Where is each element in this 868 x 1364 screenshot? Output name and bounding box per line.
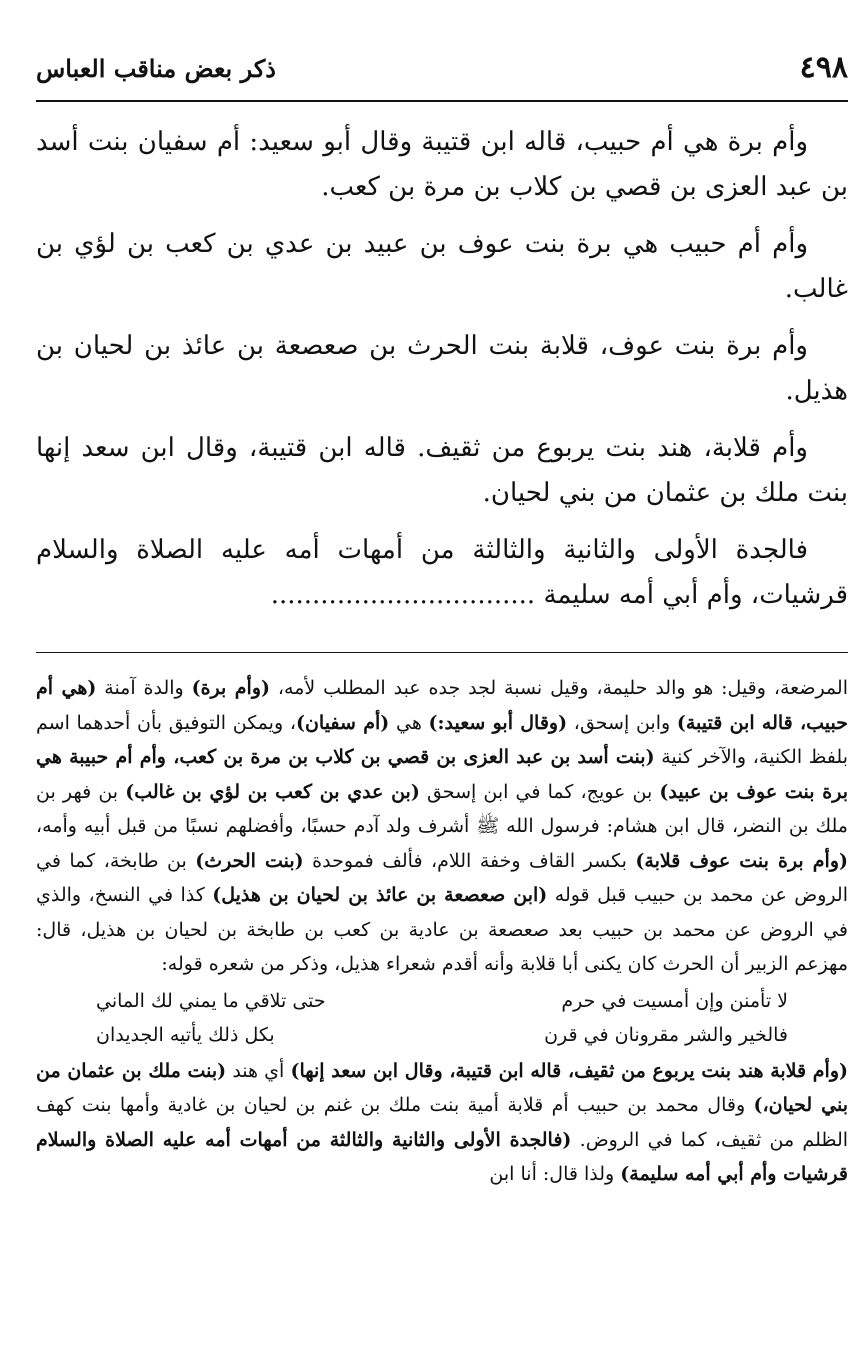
- bold-quoted-segment: (وأم برة بنت عوف قلابة): [635, 849, 848, 872]
- ellipsis-dots: ................................: [270, 580, 536, 610]
- main-paragraph: وأم برة بنت عوف، قلابة بنت الحرث بن صعصعة بن عائذ بن لحيان بن هذيل.: [36, 331, 848, 406]
- main-text: [36, 120, 848, 618]
- commentary-segment: بكسر القاف وخفة اللام، فألف فموحدة: [303, 849, 636, 872]
- bold-quoted-segment: (بنت ملك بن عثمان من بني لحيان،): [36, 1059, 849, 1116]
- verse-first-hemistich: لا تأمنن وإن أمسيت في حرم: [561, 989, 788, 1012]
- bold-quoted-segment: (وأم قلابة هند بنت يربوع من ثقيف، قاله ابن قتيبة، وقال ابن سعد إنها): [290, 1059, 849, 1082]
- bold-quoted-segment: (بنت أسد بن عبد العزى بن قصي بن كلاب بن مرة بن كعب، وأم أم حبيبة هي برة بنت عوف بن عبيد): [36, 746, 848, 803]
- commentary-segment: ، ويمكن التوفيق بأن أحدهما اسم بلفظ الكنية، والآخر كنية: [36, 711, 848, 768]
- poem: [96, 984, 788, 1052]
- commentary-segment: والدة آمنة: [96, 677, 192, 699]
- poem-verse: [96, 984, 788, 1018]
- header-rule: [36, 100, 848, 102]
- main-paragraph: وأم برة هي أم حبيب، قاله ابن قتيبة وقال أبو سعيد: أم سفيان بنت أسد بن عبد العزى بن قصي بن كلاب بن مرة بن كعب.: [36, 127, 848, 202]
- commentary-paragraph: [36, 671, 848, 982]
- commentary-paragraph: [36, 1054, 848, 1192]
- bold-quoted-segment: (ابن صعصعة بن عائذ بن لحيان بن هذيل): [212, 884, 548, 906]
- bold-quoted-segment: (هي أم حبيب، قاله ابن قتيبة): [36, 677, 849, 734]
- commentary-rule: [36, 652, 848, 653]
- bold-quoted-segment: (بنت الحرث): [195, 849, 304, 872]
- commentary-segment: هي: [389, 711, 429, 734]
- commentary: [36, 671, 848, 1192]
- bold-quoted-segment: (بن عدي بن كعب بن لؤي بن غالب): [125, 780, 420, 803]
- commentary-segment: كذا في النسخ، والذي في الروض عن محمد بن حبيب بعد صعصعة بن عادية بن كعب بن طابخة بن لحيان بن هذيل، قال: مهزعم الزبير أن الحرث كان يكنى أبا قلابة وأنه أقدم شعراء هذيل، وذكر من شعره قوله:: [36, 884, 848, 975]
- main-paragraph-last: [36, 528, 848, 618]
- bold-quoted-segment: (أم سفيان): [295, 711, 390, 734]
- commentary-segment: بن فهر بن ملك بن النضر، قال ابن هشام: فرسول الله ﷺ أشرف ولد آدم حسبًا، وأفضلهم نسبًا من قبل أبيه وأمه،: [36, 780, 848, 837]
- commentary-segment: أي هند: [226, 1059, 291, 1082]
- poem-verse: [96, 1018, 788, 1052]
- commentary-segment: وقال محمد بن حبيب أم قلابة أمية بنت ملك بن غنم بن لحيان بن غادية وأمها بنت كهف الظلم من ثقيف، كما في الروض.: [36, 1094, 849, 1151]
- verse-second-hemistich: بكل ذلك يأتيه الجديدان: [96, 1023, 275, 1046]
- book-page: [36, 50, 848, 1192]
- page-header: [36, 50, 848, 100]
- main-last-text: فالجدة الأولى والثانية والثالثة من أمهات أمه عليه الصلاة والسلام قرشيات، وأم أبي أمه سليمة: [36, 535, 848, 610]
- commentary-segment: وابن إسحق،: [567, 711, 677, 734]
- main-paragraph: وأم قلابة، هند بنت يربوع من ثقيف. قاله ابن قتيبة، وقال ابن سعد إنها بنت ملك بن عثمان من بني لحيان.: [36, 433, 848, 508]
- bold-quoted-segment: (وأم برة): [191, 677, 270, 699]
- bold-quoted-segment: (فالجدة الأولى والثانية والثالثة من أمهات أمه عليه الصلاة والسلام قرشيات وأم أبي أمه سليمة): [36, 1128, 848, 1185]
- bold-quoted-segment: (وقال أبو سعيد:): [428, 711, 568, 734]
- main-paragraph: وأم أم حبيب هي برة بنت عوف بن عبيد بن عدي بن كعب بن لؤي بن غالب.: [36, 229, 848, 304]
- commentary-segment: المرضعة، وقيل: هو والد حليمة، وقيل نسبة لجد جده عبد المطلب لأمه،: [270, 677, 848, 699]
- page-number: ٤٩٨: [799, 50, 848, 85]
- commentary-segment: بن عويج، كما في ابن إسحق: [419, 780, 660, 803]
- running-title: ذكر بعض مناقب العباس: [36, 54, 276, 83]
- commentary-segment: بن طابخة، كما في الروض عن محمد بن حبيب قبل قوله: [36, 849, 848, 906]
- verse-first-hemistich: فالخير والشر مقرونان في قرن: [544, 1023, 788, 1046]
- verse-second-hemistich: حتى تلاقي ما يمني لك الماني: [96, 989, 326, 1012]
- commentary-segment: ولذا قال: أنا ابن: [489, 1163, 621, 1185]
